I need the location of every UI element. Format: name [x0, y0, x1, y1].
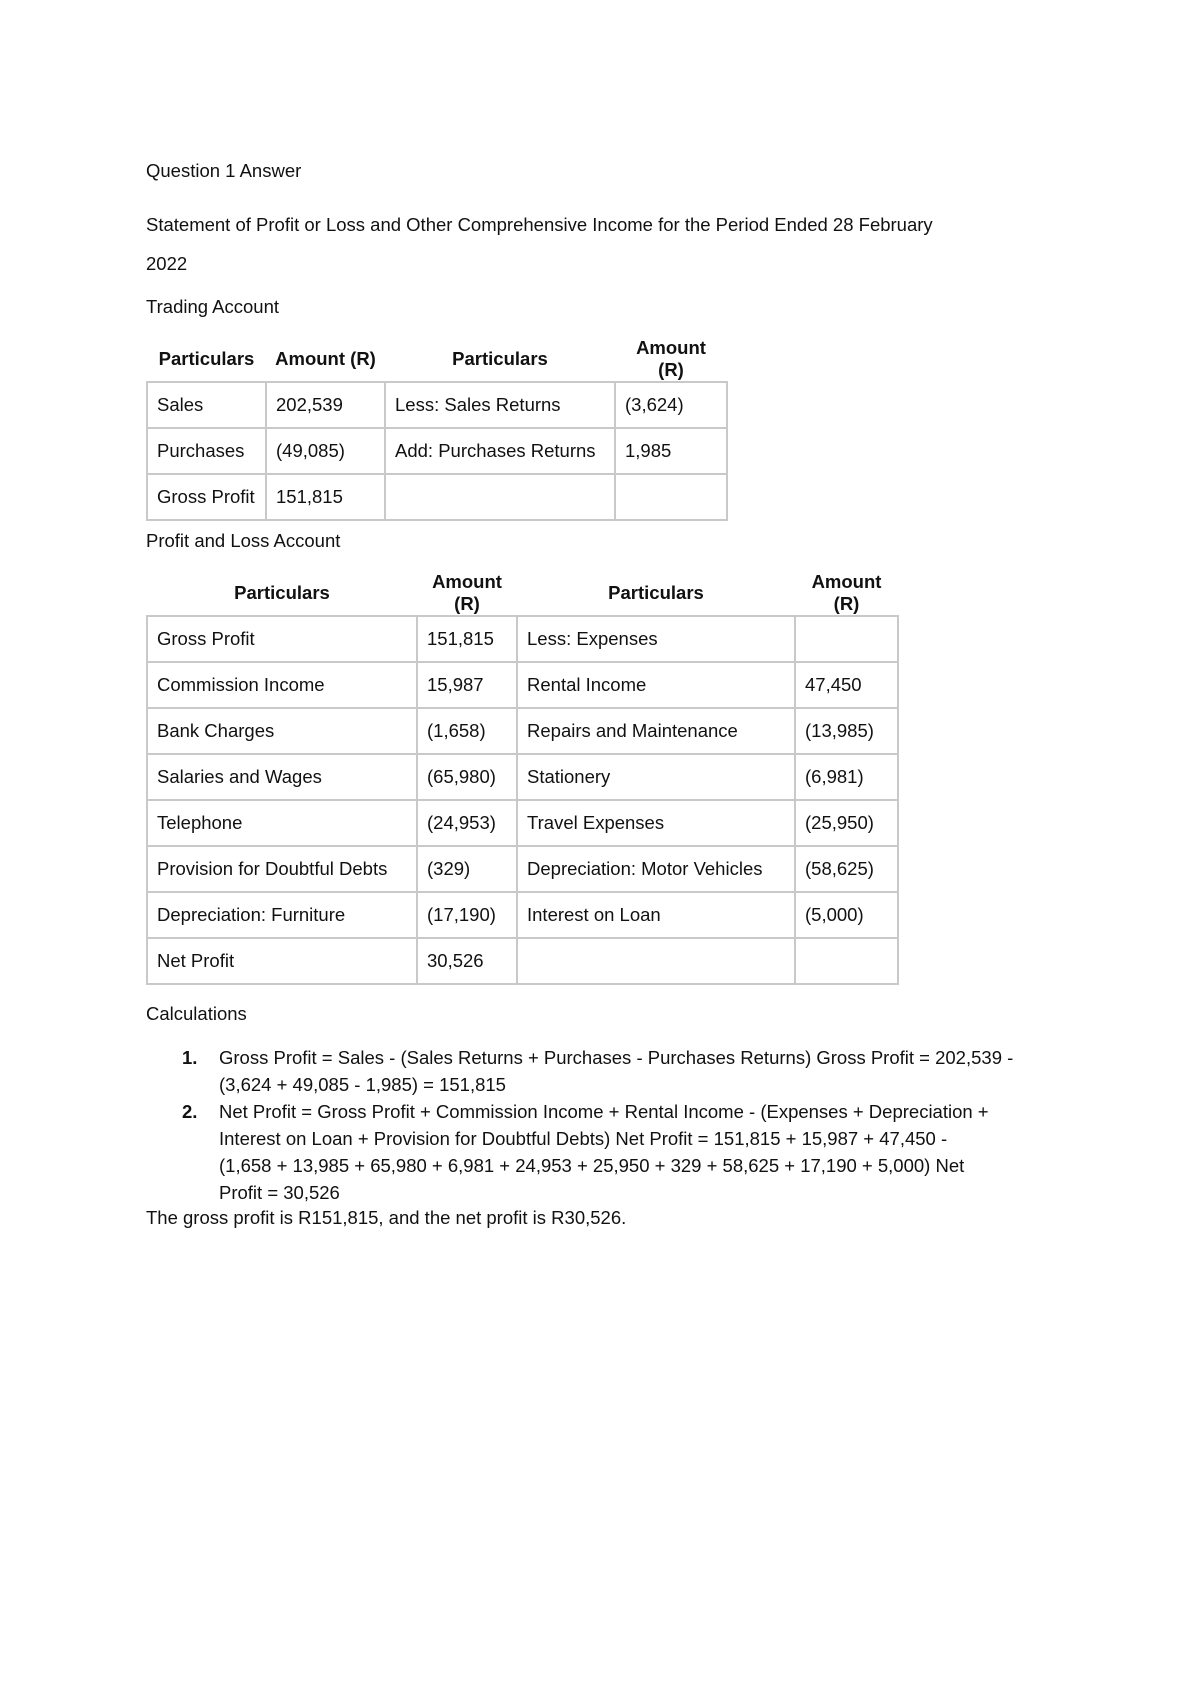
table-cell	[385, 474, 615, 520]
column-header: Amount (R)	[432, 571, 502, 614]
column-header: Amount (R)	[275, 348, 376, 369]
table-cell: Salaries and Wages	[147, 754, 417, 800]
column-header: Amount (R)	[636, 337, 706, 380]
profit-loss-account-title: Profit and Loss Account	[146, 530, 341, 551]
table-row	[147, 474, 727, 520]
table-cell: (65,980)	[417, 754, 517, 800]
statement-title-year: 2022	[146, 253, 188, 274]
table-cell: Net Profit	[147, 938, 417, 984]
table-cell	[615, 474, 727, 520]
column-header: Amount (R)	[811, 571, 882, 614]
table-cell: Provision for Doubtful Debts	[147, 846, 417, 892]
table-cell: 1,985	[615, 428, 727, 474]
table-row	[147, 616, 898, 662]
statement-title: Statement of Profit or Loss and Other Comprehensive Income for the Period Ended 28 February	[146, 214, 933, 235]
column-header: Particulars	[234, 582, 330, 603]
trading-account-title: Trading Account	[146, 296, 280, 317]
table-cell: Depreciation: Motor Vehicles	[517, 846, 795, 892]
table-cell: Repairs and Maintenance	[517, 708, 795, 754]
table-cell: Commission Income	[147, 662, 417, 708]
table-row	[147, 892, 898, 938]
table-cell: 151,815	[417, 616, 517, 662]
calculations-list	[146, 1044, 1066, 1206]
table-cell: Stationery	[517, 754, 795, 800]
table-cell: Less: Sales Returns	[385, 382, 615, 428]
table-cell: 47,450	[795, 662, 898, 708]
table-cell: (5,000)	[795, 892, 898, 938]
table-cell: Travel Expenses	[517, 800, 795, 846]
calculation-line: (3,624 + 49,085 - 1,985) = 151,815	[219, 1074, 506, 1095]
table-cell: (13,985)	[795, 708, 898, 754]
table-header-row	[147, 571, 898, 616]
table-cell: Less: Expenses	[517, 616, 795, 662]
question-heading: Question 1 Answer	[146, 160, 302, 181]
profit-loss-table	[146, 571, 899, 985]
list-item	[146, 1098, 1066, 1206]
table-cell: (329)	[417, 846, 517, 892]
table-cell: 30,526	[417, 938, 517, 984]
table-cell	[517, 938, 795, 984]
table-cell: 15,987	[417, 662, 517, 708]
column-header: Particulars	[158, 348, 255, 369]
calculation-line: (1,658 + 13,985 + 65,980 + 6,981 + 24,953 + 25,950 + 329 + 58,625 + 17,190 + 5,000) Net	[219, 1155, 965, 1176]
calculation-line: Profit = 30,526	[219, 1182, 340, 1203]
calculations-title: Calculations	[146, 1003, 247, 1024]
table-cell: (25,950)	[795, 800, 898, 846]
table-cell: (17,190)	[417, 892, 517, 938]
table-cell: (6,981)	[795, 754, 898, 800]
table-cell: Sales	[147, 382, 266, 428]
table-row	[147, 662, 898, 708]
column-header: Particulars	[608, 582, 704, 603]
table-cell: Depreciation: Furniture	[147, 892, 417, 938]
table-header-row	[147, 337, 727, 382]
calculation-line: Gross Profit = Sales - (Sales Returns + Purchases - Purchases Returns) Gross Profit = 202,539 -	[219, 1047, 1014, 1068]
table-row	[147, 754, 898, 800]
calculation-line: Interest on Loan + Provision for Doubtful Debts) Net Profit = 151,815 + 15,987 + 47,450 -	[219, 1128, 948, 1149]
table-row	[147, 428, 727, 474]
table-cell: Purchases	[147, 428, 266, 474]
table-cell: Bank Charges	[147, 708, 417, 754]
table-row	[147, 846, 898, 892]
table-cell	[795, 938, 898, 984]
table-cell	[795, 616, 898, 662]
table-cell: 202,539	[266, 382, 385, 428]
table-cell: (58,625)	[795, 846, 898, 892]
table-cell: Add: Purchases Returns	[385, 428, 615, 474]
list-number: 1.	[182, 1047, 198, 1068]
list-item	[146, 1044, 1066, 1098]
table-cell: (3,624)	[615, 382, 727, 428]
table-cell: Interest on Loan	[517, 892, 795, 938]
table-cell: Gross Profit	[147, 616, 417, 662]
table-cell: 151,815	[266, 474, 385, 520]
column-header: Particulars	[452, 348, 548, 369]
table-cell: (24,953)	[417, 800, 517, 846]
conclusion-text: The gross profit is R151,815, and the net profit is R30,526.	[146, 1207, 627, 1228]
table-cell: (49,085)	[266, 428, 385, 474]
table-cell: Rental Income	[517, 662, 795, 708]
table-cell: Gross Profit	[147, 474, 266, 520]
table-row	[147, 382, 727, 428]
table-row	[147, 938, 898, 984]
table-cell: (1,658)	[417, 708, 517, 754]
table-row	[147, 800, 898, 846]
table-cell: Telephone	[147, 800, 417, 846]
table-row	[147, 708, 898, 754]
trading-account-table	[146, 337, 728, 521]
calculation-line: Net Profit = Gross Profit + Commission Income + Rental Income - (Expenses + Depreciation +	[219, 1101, 989, 1122]
list-number: 2.	[182, 1101, 198, 1122]
